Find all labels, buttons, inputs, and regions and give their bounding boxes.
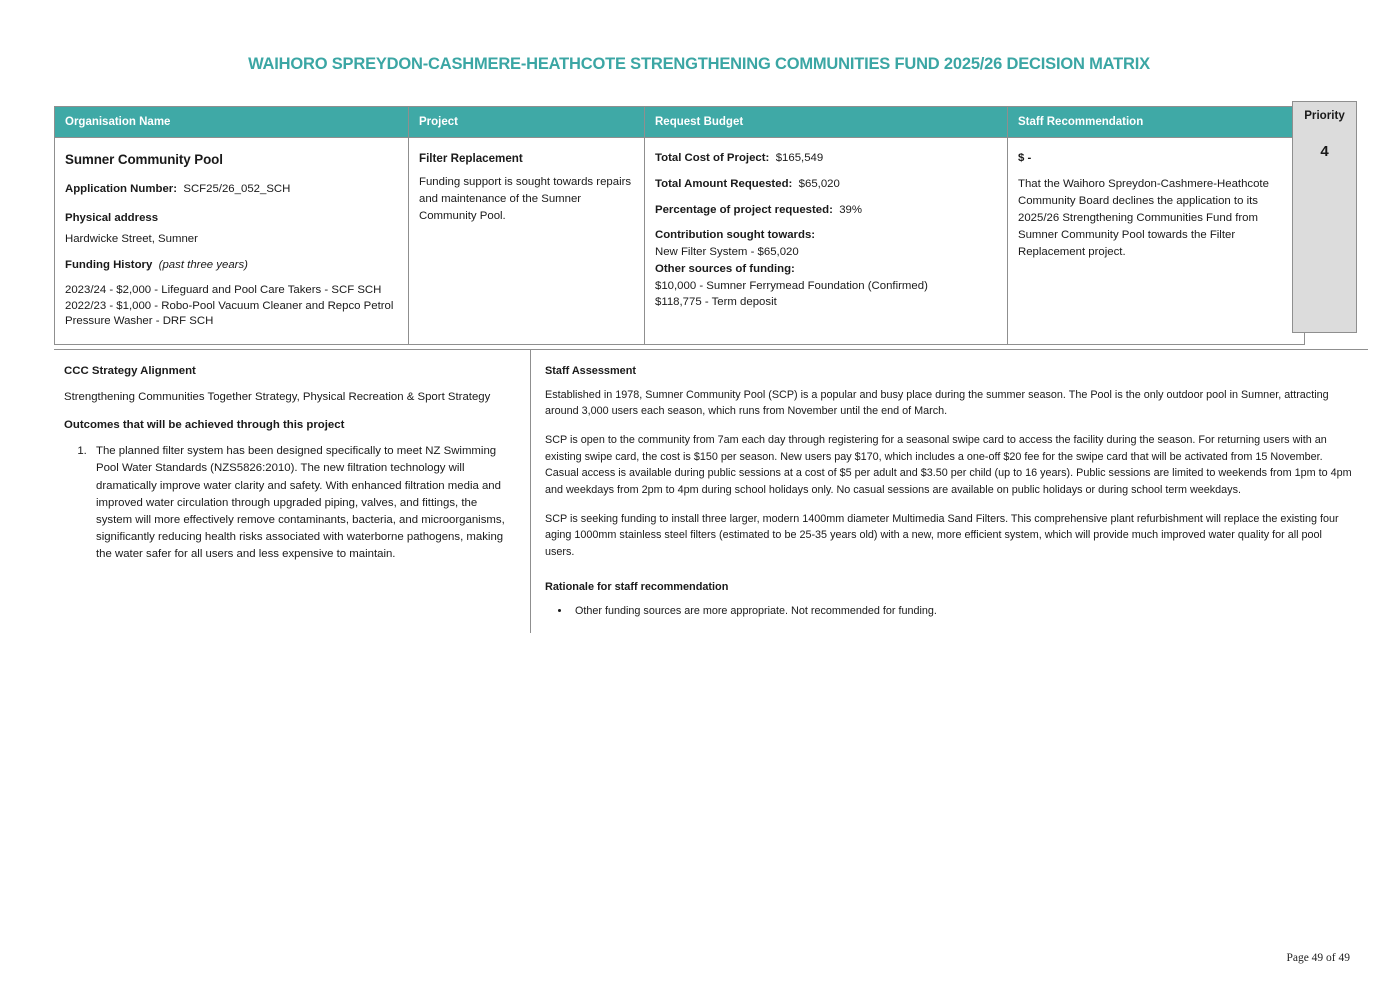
column-header-project: Project xyxy=(409,107,645,138)
application-number xyxy=(65,181,398,198)
assessment-paragraph: SCP is open to the community from 7am each day through registering for a seasonal swipe card to access the facility during the season. For returning users with an existing swipe card, the cost is $150 per season. New users pay $170, which includes a one-off $20 fee for the swipe card that will be activated from 15 November. Casual access is available during public sessions at a cost of $5 per adult and $3.50 per child (up to 16 years). Public sessions are limited to weekends from 1pm to 4pm and weekdays from 2pm to 4pm during school holidays only. No casual sessions are available on public holidays or during school term weekdays. xyxy=(545,434,1352,496)
application-number-label: Application Number: xyxy=(65,182,178,195)
cell-project xyxy=(409,138,645,345)
strategy-alignment-panel xyxy=(54,350,531,633)
total-cost-value: $165,549 xyxy=(775,152,824,164)
detail-section xyxy=(54,349,1368,633)
project-title: Filter Replacement xyxy=(419,152,523,165)
other-sources-item: $118,775 - Term deposit xyxy=(655,296,777,309)
percentage-value: 39% xyxy=(839,203,863,216)
column-header-organisation: Organisation Name xyxy=(55,107,409,138)
percentage-requested xyxy=(655,202,997,219)
contribution-value: New Filter System - $65,020 xyxy=(655,246,799,259)
application-number-value: SCF25/26_052_SCH xyxy=(183,182,291,195)
contribution-label: Contribution sought towards: xyxy=(655,229,816,242)
funding-history-list xyxy=(65,283,398,330)
priority-column xyxy=(1292,101,1357,333)
physical-address-value: Hardwicke Street, Sumner xyxy=(65,233,198,246)
staff-assessment-heading: Staff Assessment xyxy=(545,365,636,377)
strategy-alignment-heading: CCC Strategy Alignment xyxy=(64,365,196,377)
funding-history-note: (past three years) xyxy=(158,259,248,271)
list-item: 1. The planned filter system has been designed specifically to meet NZ Swimming Pool Water Standards (NZS5826:2010). The new filtration technology will dramatically improve water clarity and safety. With enhanced filtration media and improved water circulation through upgraded piping, valves, and fittings, the system will more effectively remove contaminants, bacteria, and microorganisms, significantly reducing health risks associated with waterborne pathogens, making the water safer for all users and less expensive to maintain. xyxy=(90,443,508,563)
cell-organisation xyxy=(55,138,409,345)
outcomes-list xyxy=(64,443,508,563)
column-header-priority: Priority xyxy=(1304,109,1345,122)
decision-matrix-table xyxy=(54,106,1304,345)
assessment-paragraph: SCP is seeking funding to install three larger, modern 1400mm diameter Multimedia Sand Filters. This comprehensive plant refurbishment will replace the existing four aging 1000mm stainless steel filters (estimated to be 25-35 years old) with a new, more efficient system, which will provide much improved water quality for all pool users. xyxy=(545,513,1339,558)
total-requested xyxy=(655,176,997,193)
column-header-request-budget: Request Budget xyxy=(645,107,1008,138)
funding-history-item: 2022/23 - $1,000 - Robo-Pool Vacuum Cleaner and Repco Petrol Pressure Washer - DRF SCH xyxy=(65,299,394,328)
outcomes-heading: Outcomes that will be achieved through this project xyxy=(64,419,345,432)
funding-history-label xyxy=(65,257,398,274)
physical-address-label: Physical address xyxy=(65,212,159,225)
percentage-label: Percentage of project requested: xyxy=(655,203,833,216)
column-header-staff-recommendation: Staff Recommendation xyxy=(1008,107,1305,138)
cell-staff-recommendation xyxy=(1008,138,1305,345)
other-sources-item: $10,000 - Sumner Ferrymead Foundation (Confirmed) xyxy=(655,279,928,292)
recommendation-text: That the Waihoro Spreydon-Cashmere-Heathcote Community Board declines the application to its 2025/26 Strengthening Communities Fund from Sumner Community Pool towards the Filter Replacement project. xyxy=(1018,177,1269,259)
recommendation-amount: $ - xyxy=(1018,152,1032,164)
funding-history-text: Funding History xyxy=(65,259,153,271)
project-description: Funding support is sought towards repairs and maintenance of the Sumner Community Pool. xyxy=(419,176,632,223)
total-cost-label: Total Cost of Project: xyxy=(655,152,770,164)
table-row xyxy=(55,138,1305,345)
other-sources-label: Other sources of funding: xyxy=(655,262,795,275)
priority-value: 4 xyxy=(1320,143,1329,160)
assessment-paragraph: Established in 1978, Sumner Community Pool (SCP) is a popular and busy place during the summer season. The Pool is the only outdoor pool in Sumner, attracting around 3,000 users each season, which runs from November until the end of March. xyxy=(545,388,1329,417)
page-title: WAIHORO SPREYDON-CASHMERE-HEATHCOTE STRENGTHENING COMMUNITIES FUND 2025/26 DECISION MATRIX xyxy=(248,55,1150,73)
rationale-list xyxy=(545,603,1354,619)
rationale-heading: Rationale for staff recommendation xyxy=(545,581,729,594)
funding-history-item: 2023/24 - $2,000 - Lifeguard and Pool Care Takers - SCF SCH xyxy=(65,283,382,296)
staff-assessment-panel xyxy=(531,350,1368,633)
organisation-name: Sumner Community Pool xyxy=(65,152,223,167)
total-cost xyxy=(655,150,997,167)
page-footer: Page 49 of 49 xyxy=(1286,952,1350,964)
total-requested-label: Total Amount Requested: xyxy=(655,177,793,190)
table-header-row xyxy=(55,107,1305,138)
strategy-alignment-text: Strengthening Communities Together Strategy, Physical Recreation & Sport Strategy xyxy=(64,391,491,404)
total-requested-value: $65,020 xyxy=(798,177,840,190)
rationale-block xyxy=(545,579,1354,619)
list-item: • Other funding sources are more appropriate. Not recommended for funding. xyxy=(571,603,1354,619)
cell-request-budget xyxy=(645,138,1008,345)
